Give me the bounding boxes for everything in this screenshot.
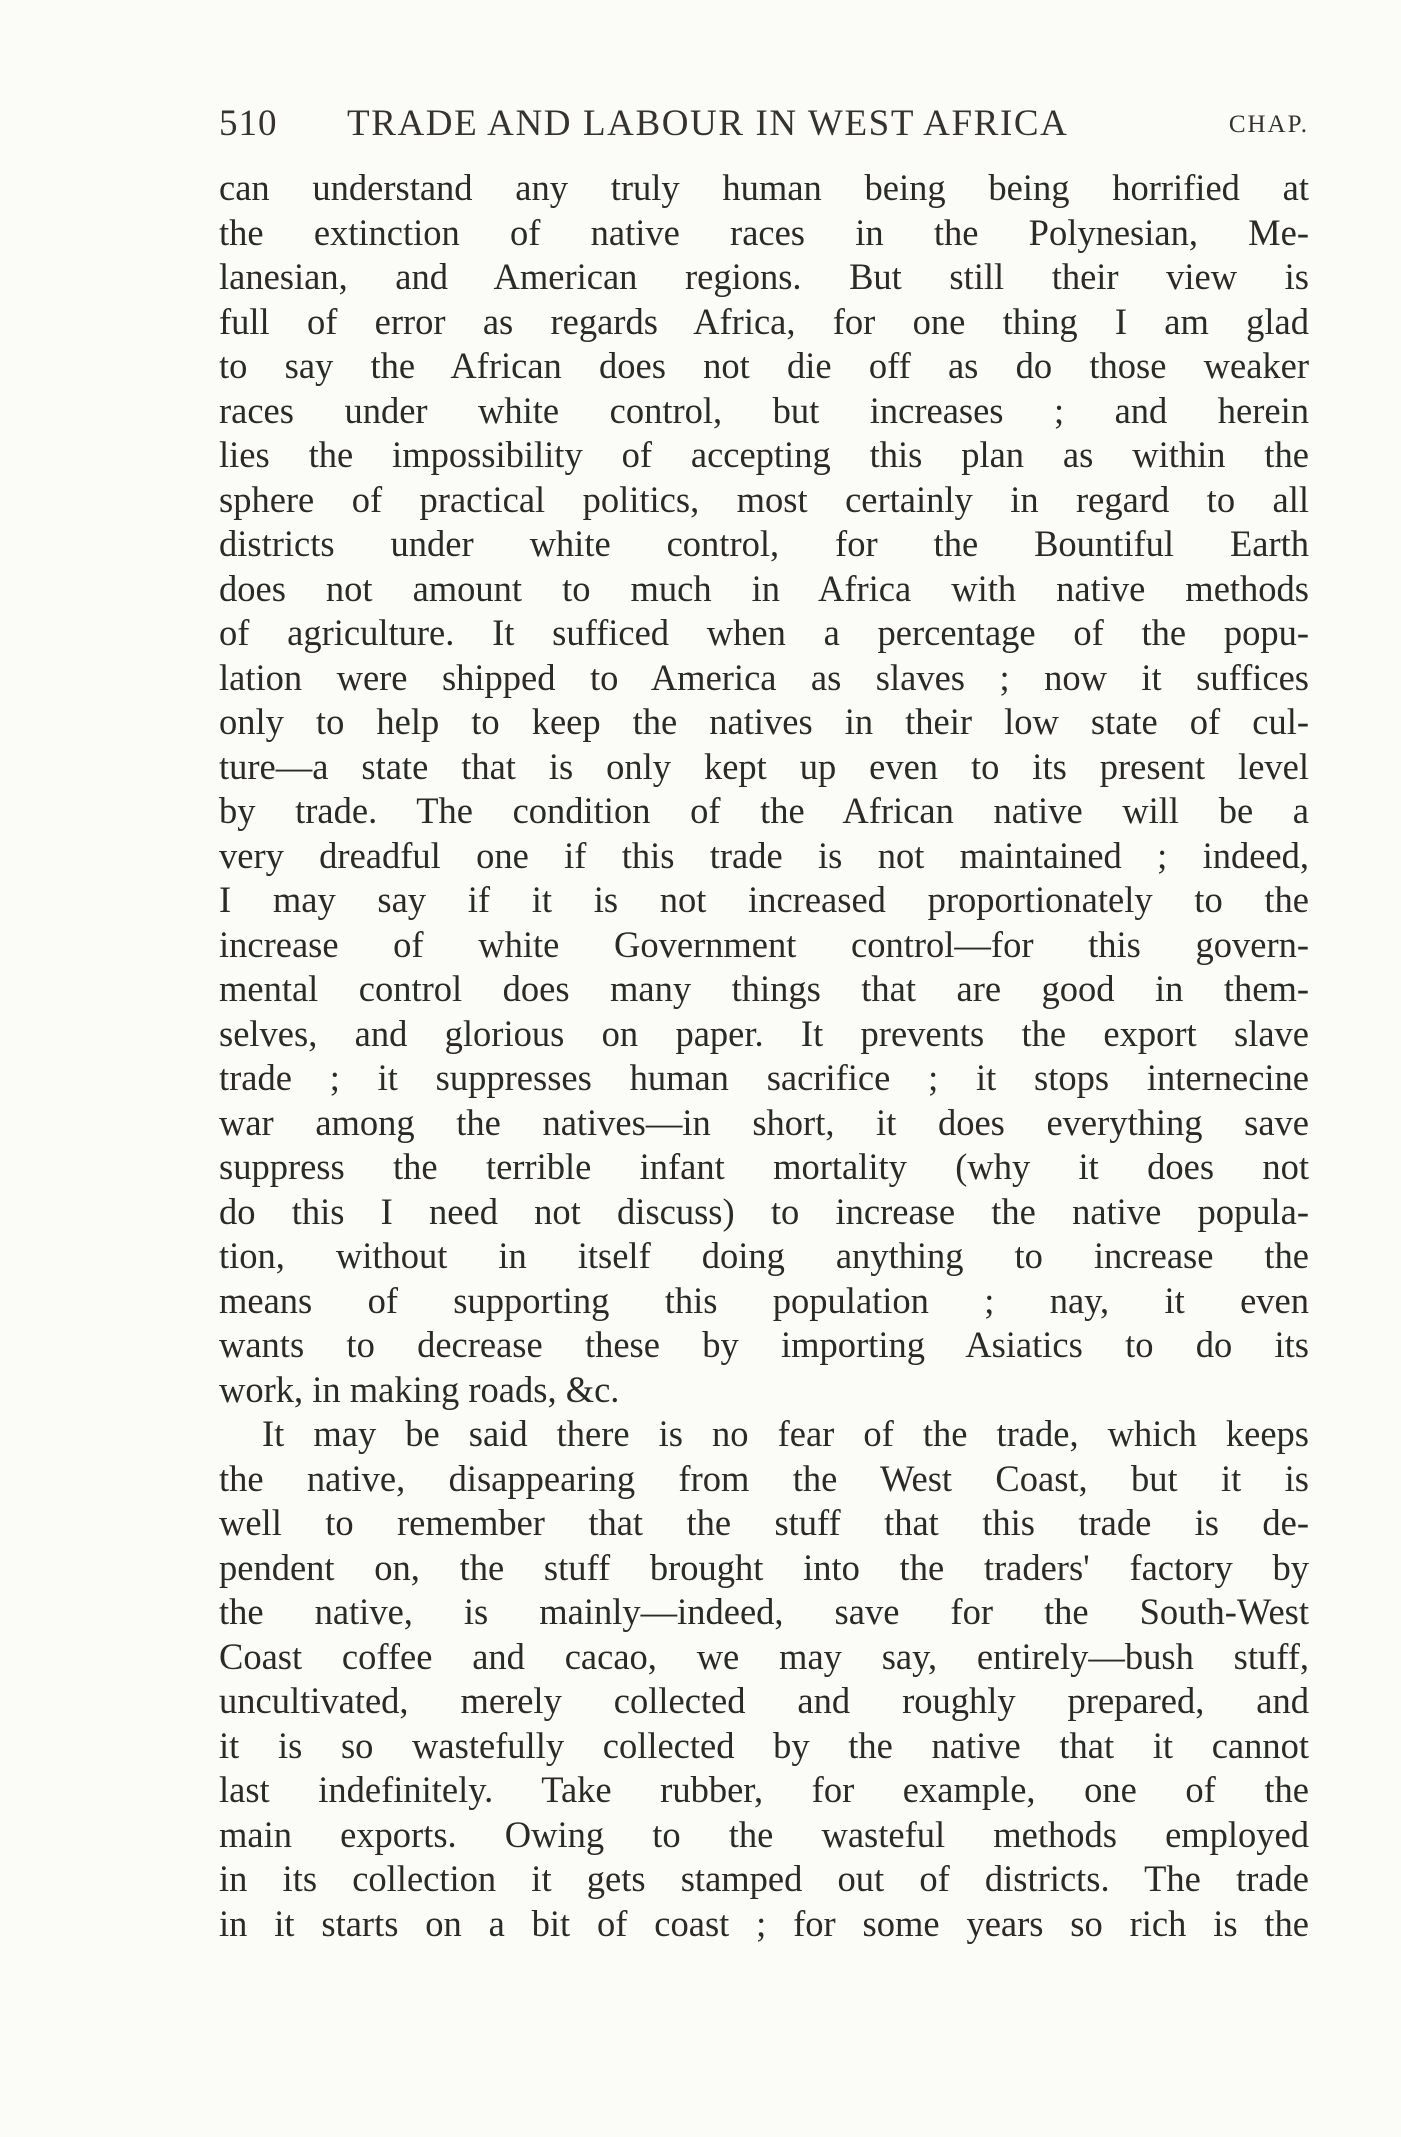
text-line: wants to decrease these by importing Asiatics to do its bbox=[219, 1324, 1309, 1365]
text-line: in it starts on a bit of coast ; for some years so rich is the bbox=[219, 1902, 1309, 1944]
running-title: TRADE AND LABOUR IN WEST AFRICA bbox=[347, 103, 1069, 144]
text-line: war among the natives—in short, it does everything save bbox=[219, 1101, 1309, 1143]
text-line: well to remember that the stuff that this trade is de- bbox=[219, 1502, 1309, 1543]
text-line: mental control does many things that are good in them- bbox=[219, 968, 1309, 1009]
text-line: by trade. The condition of the African native will be a bbox=[219, 790, 1309, 831]
text-line: very dreadful one if this trade is not maintained ; indeed, bbox=[219, 834, 1309, 876]
text-line: do this I need not discuss) to increase the native popula- bbox=[219, 1190, 1309, 1232]
text-line: main exports. Owing to the wasteful methods employed bbox=[219, 1813, 1309, 1855]
text-line: selves, and glorious on paper. It prevents the export slave bbox=[219, 1012, 1309, 1054]
text-line: the extinction of native races in the Polynesian, Me- bbox=[219, 211, 1309, 253]
paragraph-1 bbox=[219, 166, 1309, 1412]
text-line: last indefinitely. Take rubber, for example, one of the bbox=[219, 1769, 1309, 1810]
text-line: lies the impossibility of accepting this plan as within the bbox=[219, 434, 1309, 475]
page-number: 510 bbox=[219, 103, 278, 144]
text-line: work, in making roads, &c. bbox=[219, 1368, 620, 1410]
text-line: tion, without in itself doing anything to increase the bbox=[219, 1235, 1309, 1276]
text-line: trade ; it suppresses human sacrifice ; it stops internecine bbox=[219, 1057, 1309, 1098]
text-line: does not amount to much in Africa with native methods bbox=[219, 567, 1309, 609]
text-line: suppress the terrible infant mortality (why it does not bbox=[219, 1146, 1309, 1187]
text-line: sphere of practical politics, most certainly in regard to all bbox=[219, 478, 1309, 520]
text-line: pendent on, the stuff brought into the traders' factory by bbox=[219, 1546, 1309, 1588]
paragraph-2 bbox=[219, 1412, 1309, 1946]
text-line: districts under white control, for the Bountiful Earth bbox=[219, 523, 1309, 564]
text-line: means of supporting this population ; nay, it even bbox=[219, 1279, 1309, 1321]
text-line: increase of white Government control—for this govern- bbox=[219, 923, 1309, 965]
text-line: of agriculture. It sufficed when a percentage of the popu- bbox=[219, 612, 1309, 653]
text-line: ture—a state that is only kept up even to its present level bbox=[219, 745, 1309, 787]
text-line: It may be said there is no fear of the trade, which keeps bbox=[262, 1413, 1309, 1454]
text-line: full of error as regards Africa, for one thing I am glad bbox=[219, 300, 1309, 342]
chapter-label: CHAP. bbox=[1228, 111, 1309, 138]
text-line: can understand any truly human being being horrified at bbox=[219, 167, 1309, 208]
text-line: in its collection it gets stamped out of districts. The trade bbox=[219, 1858, 1309, 1899]
text-line: the native, is mainly—indeed, save for the South-West bbox=[219, 1591, 1309, 1632]
text-line: the native, disappearing from the West Coast, but it is bbox=[219, 1457, 1309, 1499]
text-line: I may say if it is not increased proportionately to the bbox=[219, 879, 1309, 920]
body-text bbox=[219, 166, 1309, 1946]
text-line: races under white control, but increases ; and herein bbox=[219, 389, 1309, 431]
text-line: it is so wastefully collected by the native that it cannot bbox=[219, 1724, 1309, 1766]
text-line: uncultivated, merely collected and roughly prepared, and bbox=[219, 1680, 1309, 1721]
text-line: to say the African does not die off as do those weaker bbox=[219, 345, 1309, 386]
text-line: lanesian, and American regions. But still their view is bbox=[219, 256, 1309, 297]
running-head bbox=[219, 104, 1309, 144]
text-line: lation were shipped to America as slaves ; now it suffices bbox=[219, 656, 1309, 698]
text-line: Coast coffee and cacao, we may say, entirely—bush stuff, bbox=[219, 1635, 1309, 1677]
text-line: only to help to keep the natives in their low state of cul- bbox=[219, 701, 1309, 742]
